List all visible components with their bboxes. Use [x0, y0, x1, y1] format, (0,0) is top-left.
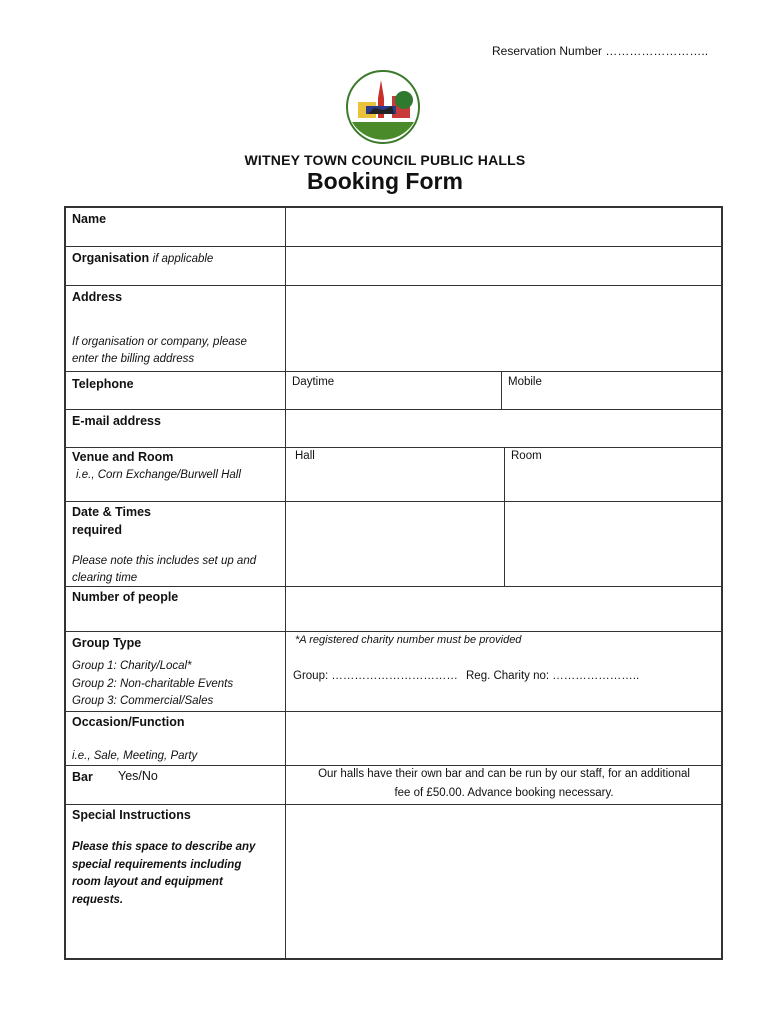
- date-label: required: [72, 523, 123, 537]
- date-label: Date & Times: [72, 505, 151, 519]
- page-title: Booking Form: [307, 168, 463, 194]
- telephone-mobile-field[interactable]: [503, 372, 721, 409]
- organisation-note: if applicable: [152, 253, 214, 265]
- address-label: Address: [72, 290, 123, 304]
- venue-hall-label: Hall: [295, 450, 315, 462]
- column-divider: [285, 208, 286, 958]
- bar-options[interactable]: Yes/No: [118, 769, 158, 783]
- times-field[interactable]: [506, 502, 721, 586]
- council-name: WITNEY TOWN COUNCIL PUBLIC HALLS: [244, 152, 526, 168]
- people-field[interactable]: [287, 587, 721, 631]
- telephone-divider: [501, 371, 502, 409]
- venue-room-label: Room: [511, 450, 542, 462]
- date-note: clearing time: [72, 572, 138, 584]
- venue-hall-field[interactable]: [287, 448, 504, 501]
- organisation-field[interactable]: [287, 247, 721, 285]
- telephone-daytime-field[interactable]: [287, 372, 501, 409]
- occasion-field[interactable]: [287, 712, 721, 765]
- special-note: room layout and equipment: [72, 876, 223, 888]
- special-instructions-field[interactable]: [287, 805, 721, 958]
- special-note: special requirements including: [72, 859, 242, 871]
- email-label: E-mail address: [72, 414, 161, 428]
- bar-label: Bar: [72, 770, 93, 784]
- bar-note: Our halls have their own bar and can be run by our staff, for an additional: [318, 768, 690, 780]
- date-note: Please note this includes set up and: [72, 555, 257, 567]
- address-field[interactable]: [287, 286, 721, 371]
- venue-note: i.e., Corn Exchange/Burwell Hall: [76, 469, 241, 481]
- group-option: Group 2: Non-charitable Events: [72, 678, 234, 690]
- name-label: Name: [72, 212, 107, 226]
- address-note: If organisation or company, please: [72, 336, 247, 348]
- booking-form-table: [64, 206, 723, 960]
- group-option: Group 3: Commercial/Sales: [72, 695, 214, 707]
- reservation-number: Reservation Number ……………………..: [492, 44, 709, 58]
- name-field[interactable]: [287, 208, 721, 246]
- group-field[interactable]: Group: ……………………………: [293, 670, 458, 682]
- group-option: Group 1: Charity/Local*: [72, 660, 192, 672]
- council-logo: [344, 70, 422, 144]
- bar-note: fee of £50.00. Advance booking necessary.: [394, 787, 614, 799]
- people-label: Number of people: [72, 590, 179, 604]
- venue-room-field[interactable]: [506, 448, 721, 501]
- special-note: Please this space to describe any: [72, 841, 256, 853]
- group-label: Group Type: [72, 636, 142, 650]
- special-note: requests.: [72, 894, 124, 906]
- occasion-label: Occasion/Function: [72, 715, 185, 729]
- charity-number-field[interactable]: Reg. Charity no: …………………..: [466, 670, 640, 682]
- occasion-note: i.e., Sale, Meeting, Party: [72, 750, 198, 762]
- email-field[interactable]: [287, 410, 721, 447]
- telephone-label: Telephone: [72, 377, 134, 391]
- organisation-label: Organisation if applicable: [72, 251, 214, 265]
- venue-divider: [504, 447, 505, 586]
- address-note: enter the billing address: [72, 353, 195, 365]
- telephone-daytime-label: Daytime: [292, 376, 335, 388]
- telephone-mobile-label: Mobile: [508, 376, 542, 388]
- venue-label: Venue and Room: [72, 450, 174, 464]
- date-field[interactable]: [287, 502, 504, 586]
- special-label: Special Instructions: [72, 808, 191, 822]
- charity-note: *A registered charity number must be provided: [295, 634, 522, 646]
